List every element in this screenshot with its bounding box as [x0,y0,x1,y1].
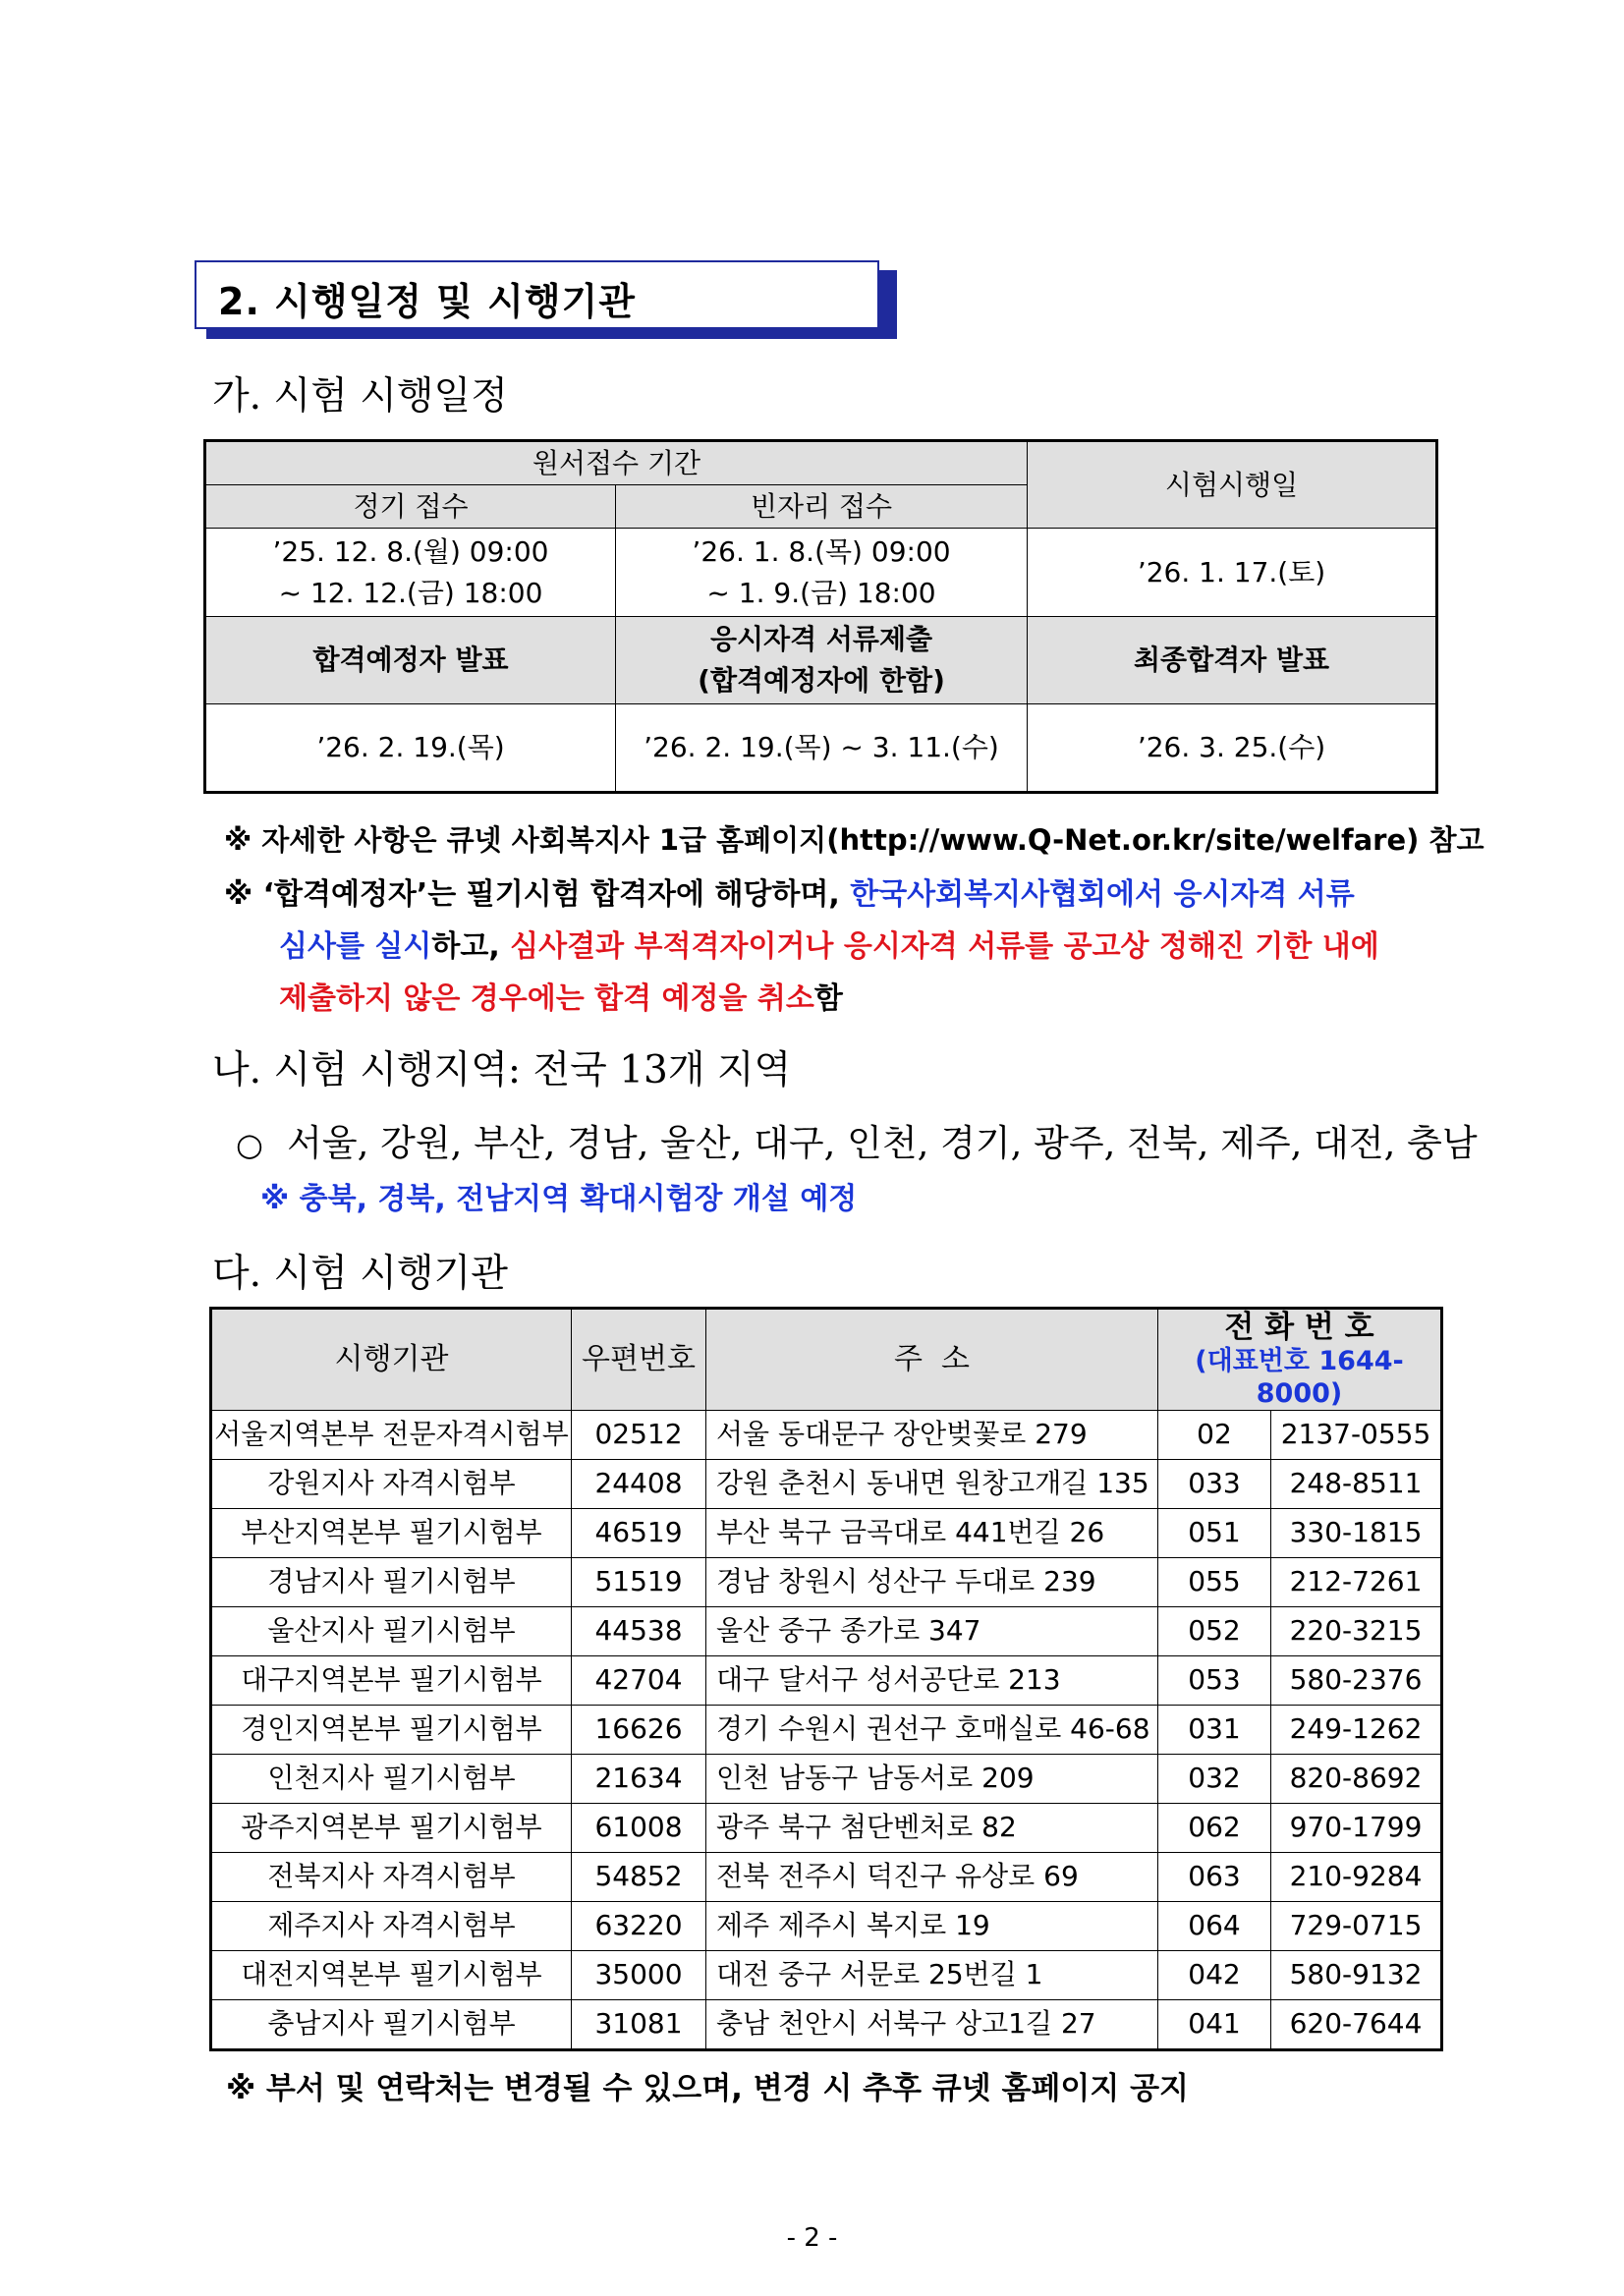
address-cell: 제주 제주시 복지로 19 [706,1901,1158,1950]
note-prelim-text-e: 심사결과 부적격자이거나 응시자격 서류를 공고상 정해진 기한 내에 [510,929,1379,964]
subsection-region-title: 나. 시험 시행지역: 전국 13개 지역 [212,1048,792,1092]
area-code-cell: 031 [1158,1705,1271,1754]
phone-number-cell: 580-9132 [1271,1950,1442,1999]
org-name-cell: 충남지사 필기시험부 [211,1999,572,2049]
org-name-cell: 울산지사 필기시험부 [211,1606,572,1655]
note-prelim-line3 [279,981,843,1017]
address-cell: 강원 춘천시 동내면 원창고개길 135 [706,1459,1158,1508]
subsection-org-title: 다. 시험 시행기관 [212,1252,508,1296]
org-table-body [211,1410,1442,2049]
area-code-cell: 055 [1158,1557,1271,1606]
table-row [211,1901,1442,1950]
table-row [211,1606,1442,1655]
vacancy-start: ’26. 1. 8.(목) 09:00 [692,534,951,568]
org-name-cell: 대전지역본부 필기시험부 [211,1950,572,1999]
note-prelim-text-c: 심사를 실시 [279,929,432,964]
schedule-table [203,439,1438,794]
area-code-cell: 041 [1158,1999,1271,2049]
note-prelim-text-f: 제출하지 않은 경우에는 합격 예정을 취소 [279,981,814,1016]
zip-cell: 63220 [572,1901,706,1950]
org-name-cell: 광주지역본부 필기시험부 [211,1803,572,1852]
zip-header: 우편번호 [572,1309,706,1411]
vacancy-application-period [616,529,1028,617]
address-cell: 대구 달서구 성서공단로 213 [706,1655,1158,1705]
page-number: - 2 - [786,2223,838,2253]
area-code-cell: 052 [1158,1606,1271,1655]
phone-number-cell: 330-1815 [1271,1508,1442,1557]
docs-submit-header-line2: (합격예정자에 한함) [698,664,945,697]
docs-submit-period: ’26. 2. 19.(목) ~ 3. 11.(수) [616,704,1028,793]
zip-cell: 54852 [572,1852,706,1901]
final-announce-header: 최종합격자 발표 [1028,617,1437,704]
phone-number-cell: 820-8692 [1271,1754,1442,1803]
application-period-header: 원서접수 기간 [205,441,1028,485]
regular-end: ~ 12. 12.(금) 18:00 [278,576,543,609]
phone-number-cell: 248-8511 [1271,1459,1442,1508]
note-prelim-text-d: 하고, [431,929,511,964]
zip-cell: 31081 [572,1999,706,2049]
note-prelim-text-b: 한국사회복지사협회에서 응시자격 서류 [850,877,1355,912]
docs-submit-header [616,617,1028,704]
phone-number-cell: 212-7261 [1271,1557,1442,1606]
table-row [211,1410,1442,1459]
area-code-cell: 064 [1158,1901,1271,1950]
area-code-cell: 051 [1158,1508,1271,1557]
zip-cell: 24408 [572,1459,706,1508]
org-name-cell: 전북지사 자격시험부 [211,1852,572,1901]
org-name-cell: 제주지사 자격시험부 [211,1901,572,1950]
subsection-schedule-title: 가. 시험 시행일정 [212,374,508,419]
address-cell: 울산 중구 종가로 347 [706,1606,1158,1655]
phone-number-cell: 580-2376 [1271,1655,1442,1705]
table-row [211,1950,1442,1999]
address-cell: 대전 중구 서문로 25번길 1 [706,1950,1158,1999]
phone-number-cell: 210-9284 [1271,1852,1442,1901]
area-code-cell: 053 [1158,1655,1271,1705]
table-row [211,1655,1442,1705]
org-name-cell: 인천지사 필기시험부 [211,1754,572,1803]
org-name-cell: 경인지역본부 필기시험부 [211,1705,572,1754]
docs-submit-header-line1: 응시자격 서류제출 [709,623,933,655]
area-code-cell: 02 [1158,1410,1271,1459]
address-cell: 광주 북구 첨단벤처로 82 [706,1803,1158,1852]
table-row [211,1557,1442,1606]
zip-cell: 35000 [572,1950,706,1999]
final-announce-date: ’26. 3. 25.(수) [1028,704,1437,793]
org-table [209,1307,1443,2051]
prelim-announce-header: 합격예정자 발표 [205,617,616,704]
region-list: 서울, 강원, 부산, 경남, 울산, 대구, 인천, 경기, 광주, 전북, 제주, 대전, 충남 [287,1122,1478,1164]
phone-rep-number: (대표번호 1644-8000) [1195,1346,1404,1409]
prelim-announce-date: ’26. 2. 19.(목) [205,704,616,793]
zip-cell: 16626 [572,1705,706,1754]
table-row [211,1459,1442,1508]
org-name-cell: 서울지역본부 전문자격시험부 [211,1410,572,1459]
area-code-cell: 063 [1158,1852,1271,1901]
org-name-cell: 강원지사 자격시험부 [211,1459,572,1508]
vacancy-end: ~ 1. 9.(금) 18:00 [706,576,936,609]
table-row [211,1803,1442,1852]
zip-cell: 46519 [572,1508,706,1557]
address-cell: 인천 남동구 남동서로 209 [706,1754,1158,1803]
note-prelim-text-g: 함 [813,981,843,1016]
zip-cell: 42704 [572,1655,706,1705]
zip-cell: 51519 [572,1557,706,1606]
table-row [211,1705,1442,1754]
org-header: 시행기관 [211,1309,572,1411]
phone-number-cell: 620-7644 [1271,1999,1442,2049]
note-qnet-homepage: ※ 자세한 사항은 큐넷 사회복지사 1급 홈페이지(http://www.Q-Net.or.kr/site/welfare) 참고 [224,823,1484,857]
exam-date: ’26. 1. 17.(토) [1028,529,1437,617]
phone-number-cell: 2137-0555 [1271,1410,1442,1459]
phone-number-cell: 220-3215 [1271,1606,1442,1655]
phone-number-cell: 249-1262 [1271,1705,1442,1754]
address-header: 주 소 [706,1309,1158,1411]
address-cell: 서울 동대문구 장안벚꽃로 279 [706,1410,1158,1459]
note-prelim-text-a: ※ ‘합격예정자’는 필기시험 합격자에 해당하며, [224,877,851,912]
regular-application-header: 정기 접수 [205,485,616,529]
table-row [211,1754,1442,1803]
bullet-circle: ○ [236,1126,263,1163]
exam-date-header: 시험시행일 [1028,441,1437,529]
zip-cell: 21634 [572,1754,706,1803]
org-name-cell: 대구지역본부 필기시험부 [211,1655,572,1705]
org-name-cell: 부산지역본부 필기시험부 [211,1508,572,1557]
footer-note: ※ 부서 및 연락처는 변경될 수 있으며, 변경 시 추후 큐넷 홈페이지 공지 [226,2071,1189,2106]
address-cell: 전북 전주시 덕진구 유상로 69 [706,1852,1158,1901]
zip-cell: 02512 [572,1410,706,1459]
address-cell: 경기 수원시 권선구 호매실로 46-68 [706,1705,1158,1754]
note-prelim-line1 [224,877,1355,913]
regular-start: ’25. 12. 8.(월) 09:00 [272,534,549,568]
table-row [211,1852,1442,1901]
address-cell: 부산 북구 금곡대로 441번길 26 [706,1508,1158,1557]
phone-number-cell: 729-0715 [1271,1901,1442,1950]
zip-cell: 44538 [572,1606,706,1655]
area-code-cell: 062 [1158,1803,1271,1852]
phone-header [1158,1309,1442,1411]
zip-cell: 61008 [572,1803,706,1852]
regular-application-period [205,529,616,617]
region-list-item [236,1113,1478,1166]
address-cell: 충남 천안시 서북구 상고1길 27 [706,1999,1158,2049]
section-title: 2. 시행일정 및 시행기관 [218,280,636,323]
area-code-cell: 032 [1158,1754,1271,1803]
note-prelim-line2 [279,929,1379,965]
phone-number-cell: 970-1799 [1271,1803,1442,1852]
phone-header-title: 전 화 번 호 [1224,1310,1374,1345]
org-name-cell: 경남지사 필기시험부 [211,1557,572,1606]
area-code-cell: 042 [1158,1950,1271,1999]
table-row [211,1999,1442,2049]
table-row [211,1508,1442,1557]
region-expansion-note: ※ 충북, 경북, 전남지역 확대시험장 개설 예정 [260,1182,858,1216]
area-code-cell: 033 [1158,1459,1271,1508]
address-cell: 경남 창원시 성산구 두대로 239 [706,1557,1158,1606]
vacancy-application-header: 빈자리 접수 [616,485,1028,529]
